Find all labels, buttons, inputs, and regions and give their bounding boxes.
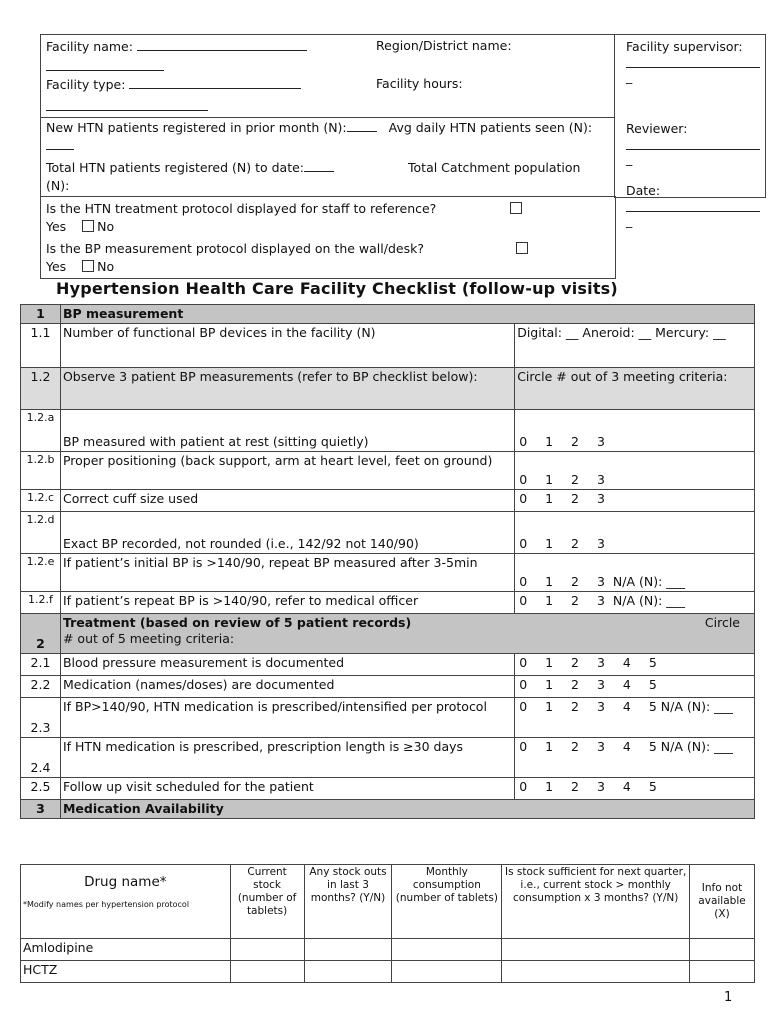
row-2-2 [21, 676, 755, 698]
row-number: 1.2.f [21, 592, 61, 614]
section-1-number: 1 [21, 305, 61, 324]
medication-table [20, 864, 755, 983]
bp-protocol-question [46, 240, 606, 276]
score-options[interactable]: 0 1 2 3 4 5 [519, 655, 657, 670]
na-field[interactable]: N/A (N): ___ [660, 699, 733, 714]
score-options[interactable]: 0 1 2 3 4 5 [519, 779, 657, 794]
new-htn-label: New HTN patients registered in prior month (N): [46, 120, 347, 135]
current-stock-cell[interactable] [230, 939, 304, 961]
row-text: Correct cuff size used [60, 490, 514, 512]
score-scale[interactable] [515, 778, 755, 800]
yes-label: Yes [46, 219, 67, 234]
section-1-header [21, 305, 755, 324]
drug-row [21, 961, 755, 983]
page-title: Hypertension Health Care Facility Checklist (follow-up visits) [56, 279, 618, 298]
row-1-2 [21, 368, 755, 410]
row-text: Proper positioning (back support, arm at heart level, feet on ground) [60, 452, 514, 490]
row-2-1 [21, 654, 755, 676]
facility-type-blank-cont [46, 98, 208, 111]
row-text: Medication (names/doses) are documented [60, 676, 514, 698]
row-number: 1.2.b [21, 452, 61, 490]
na-field[interactable]: N/A (N): ___ [612, 574, 686, 589]
section-2-subtitle: # out of 5 meeting criteria: [62, 631, 235, 646]
current-stock-cell[interactable] [230, 961, 304, 983]
row-number: 1.2.c [21, 490, 61, 512]
score-scale[interactable] [515, 554, 755, 592]
device-count-field[interactable]: Digital: __ Aneroid: __ Mercury: __ [515, 324, 755, 368]
score-scale[interactable] [515, 512, 755, 554]
supervisor-label: Facility supervisor: [626, 39, 743, 54]
row-1-2-b [21, 452, 755, 490]
row-text: Follow up visit scheduled for the patient [60, 778, 514, 800]
info-not-available-cell[interactable] [690, 961, 755, 983]
section-3-header [21, 800, 755, 819]
section-2-title: Treatment (based on review of 5 patient records) [62, 615, 412, 630]
row-text: If patient’s repeat BP is >140/90, refer to medical officer [60, 592, 514, 614]
score-scale[interactable] [515, 490, 755, 512]
score-options[interactable]: 0 1 2 3 [519, 434, 605, 449]
score-options[interactable]: 0 1 2 3 [519, 536, 605, 551]
no-checkbox[interactable] [82, 260, 94, 272]
section-2-title-cell [60, 614, 754, 654]
avg-daily-label: Avg daily HTN patients seen (N): [388, 120, 593, 135]
drug-name: Amlodipine [21, 939, 231, 961]
score-options[interactable]: 0 1 2 3 4 5 [519, 677, 657, 692]
checklist-table [20, 304, 755, 819]
row-1-2-a [21, 410, 755, 452]
row-text: BP measured with patient at rest (sitting quietly) [60, 410, 514, 452]
no-label: No [97, 219, 115, 234]
row-number: 2.5 [21, 778, 61, 800]
row-1-1 [21, 324, 755, 368]
stockouts-cell[interactable] [304, 939, 392, 961]
monthly-consumption-header: Monthly consumption (number of tablets) [392, 865, 502, 939]
circle-label: Circle [704, 615, 740, 630]
stock-sufficient-header: Is stock sufficient for next quarter, i.e., current stock > monthly consumption x 3 months? (Y/N) [502, 865, 690, 939]
na-field[interactable]: N/A (N): ___ [660, 739, 733, 754]
row-number: 1.2.a [21, 410, 61, 452]
supervisor-field[interactable] [626, 38, 762, 82]
yes-checkbox[interactable] [510, 202, 522, 214]
date-label: Date: [626, 183, 661, 198]
row-text: If HTN medication is prescribed, prescription length is ≥30 days [60, 738, 514, 778]
total-htn-label: Total HTN patients registered (N) to date: [46, 160, 305, 175]
score-scale[interactable] [515, 738, 755, 778]
htn-protocol-question [46, 200, 606, 236]
bp-protocol-label: Is the BP measurement protocol displayed on the wall/desk? [46, 241, 424, 256]
row-number: 1.2.e [21, 554, 61, 592]
drug-name: HCTZ [21, 961, 231, 983]
region-field[interactable] [376, 38, 512, 53]
supervisor-dash: _ [626, 69, 633, 84]
row-1-2-e [21, 554, 755, 592]
facility-name-field[interactable] [46, 38, 307, 54]
info-not-available-cell[interactable] [690, 939, 755, 961]
htn-protocol-label: Is the HTN treatment protocol displayed for staff to reference? [46, 201, 437, 216]
stockouts-cell[interactable] [304, 961, 392, 983]
row-text: Exact BP recorded, not rounded (i.e., 142/92 not 140/90) [60, 512, 514, 554]
stock-sufficient-cell[interactable] [502, 961, 690, 983]
row-number: 2.1 [21, 654, 61, 676]
reviewer-dash: _ [626, 151, 633, 166]
total-htn-field[interactable] [46, 159, 606, 195]
score-options[interactable]: 0 1 2 3 [519, 491, 605, 506]
row-2-5 [21, 778, 755, 800]
catchment-label: Total Catchment population (N): [46, 160, 581, 193]
facility-name-label: Facility name: [46, 39, 133, 54]
score-scale[interactable] [515, 654, 755, 676]
medication-header-row [21, 865, 755, 939]
score-options[interactable]: 0 1 2 3 [519, 472, 605, 487]
row-1-2-c [21, 490, 755, 512]
date-field[interactable] [626, 182, 762, 226]
score-scale[interactable] [515, 676, 755, 698]
row-number: 1.2.d [21, 512, 61, 554]
yes-checkbox[interactable] [516, 242, 528, 254]
section-3-number: 3 [21, 800, 61, 819]
row-number: 2.4 [21, 738, 61, 778]
region-label: Region/District name: [376, 38, 512, 53]
na-field[interactable]: N/A (N): ___ [612, 593, 686, 608]
monthly-consumption-cell[interactable] [392, 939, 502, 961]
row-text: Blood pressure measurement is documented [60, 654, 514, 676]
new-htn-field[interactable] [46, 119, 606, 155]
row-1-2-f [21, 592, 755, 614]
row-text: If patient’s initial BP is >140/90, repeat BP measured after 3-5min [60, 554, 514, 592]
score-options[interactable]: 0 1 2 3 4 5 [519, 699, 657, 714]
current-stock-header: Current stock (number of tablets) [230, 865, 304, 939]
score-scale[interactable] [515, 452, 755, 490]
yes-label: Yes [46, 259, 67, 274]
score-options[interactable]: 0 1 2 3 [519, 574, 605, 589]
drug-name-note: *Modify names per hypertension protocol [23, 900, 190, 909]
score-scale[interactable] [515, 698, 755, 738]
drug-row [21, 939, 755, 961]
score-scale[interactable] [515, 592, 755, 614]
row-number: 1.2 [21, 368, 61, 410]
no-label: No [97, 259, 115, 274]
row-text: Observe 3 patient BP measurements (refer to BP checklist below): [60, 368, 514, 410]
section-2-number: 2 [21, 614, 61, 654]
row-1-2-d [21, 512, 755, 554]
row-number: 1.1 [21, 324, 61, 368]
section-3-title: Medication Availability [60, 800, 754, 819]
page-number: 1 [724, 990, 733, 1005]
row-2-3 [21, 698, 755, 738]
score-scale[interactable] [515, 410, 755, 452]
no-checkbox[interactable] [82, 220, 94, 232]
monthly-consumption-cell[interactable] [392, 961, 502, 983]
date-dash: _ [626, 213, 633, 228]
row-2-4 [21, 738, 755, 778]
facility-hours-label: Facility hours: [376, 76, 463, 91]
section-1-title: BP measurement [60, 305, 754, 324]
score-options[interactable]: 0 1 2 3 4 5 [519, 739, 657, 754]
drug-name-label: Drug name* [84, 874, 167, 890]
facility-hours-field[interactable] [376, 76, 463, 91]
row-text: If BP>140/90, HTN medication is prescribed/intensified per protocol [60, 698, 514, 738]
section-2-header [21, 614, 755, 654]
info-not-available-header: Info not available (X) [690, 865, 755, 939]
drug-name-header [21, 865, 231, 939]
reviewer-field[interactable] [626, 120, 762, 164]
facility-type-field[interactable] [46, 76, 301, 92]
facility-type-label: Facility type: [46, 77, 126, 92]
score-options[interactable]: 0 1 2 3 [519, 593, 605, 608]
facility-name-blank-cont [46, 58, 164, 71]
row-instruction: Circle # out of 3 meeting criteria: [515, 368, 755, 410]
reviewer-label: Reviewer: [626, 121, 688, 136]
row-number: 2.2 [21, 676, 61, 698]
row-text: Number of functional BP devices in the facility (N) [60, 324, 514, 368]
stockouts-header: Any stock outs in last 3 months? (Y/N) [304, 865, 392, 939]
row-number: 2.3 [21, 698, 61, 738]
stock-sufficient-cell[interactable] [502, 939, 690, 961]
